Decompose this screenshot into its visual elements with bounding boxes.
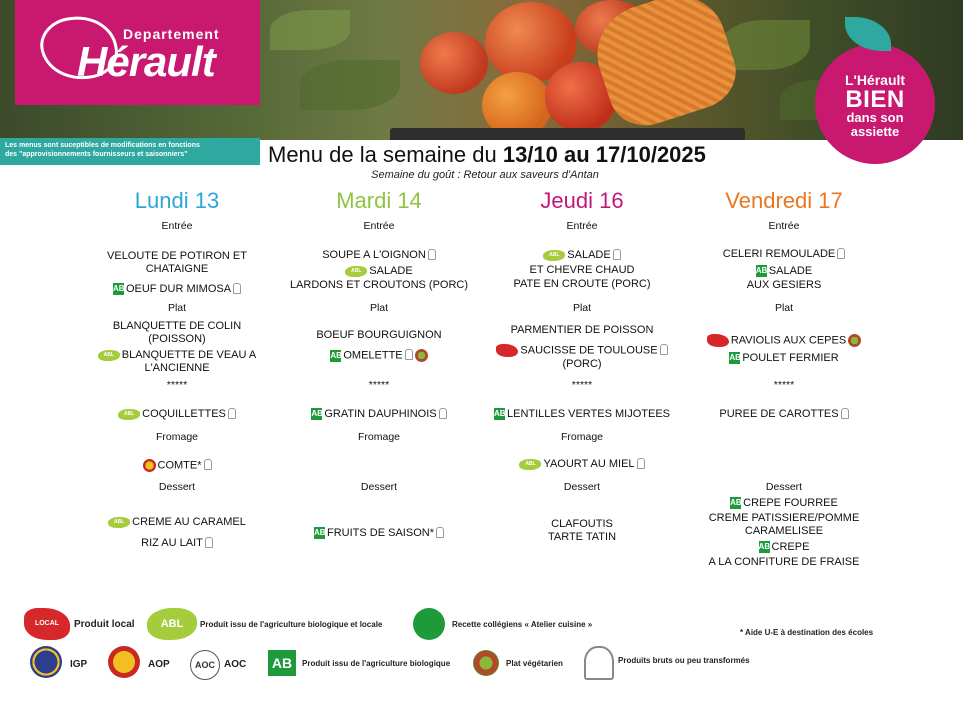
vegetarian-icon	[473, 650, 499, 676]
plat-label: Plat	[167, 302, 187, 314]
menu-item: PUREE DE CAROTTES	[719, 408, 839, 420]
vegetarian-icon	[848, 334, 861, 347]
menu-item: VELOUTE DE POTIRON ET	[107, 250, 247, 262]
menu-item: CHATAIGNE	[145, 263, 209, 275]
menu-item: BOEUF BOURGUIGNON	[316, 329, 442, 341]
menu-item-row	[482, 344, 682, 357]
menu-item: FRUITS DE SAISON*	[327, 527, 434, 539]
ab-bio-icon: AB	[730, 498, 742, 508]
legend-aide-ue: * Aide U-E à destination des écoles	[740, 628, 874, 637]
ab-bio-icon: AB	[755, 266, 768, 276]
menu-item: GRATIN DAUPHINOIS	[324, 408, 437, 420]
dessert-label: Dessert	[765, 481, 803, 493]
fromage-label: Fromage	[560, 431, 603, 443]
abl-icon: ABL	[98, 350, 120, 361]
menu-item-row	[482, 249, 682, 262]
menu-item-row	[482, 458, 682, 471]
menu-item: OMELETTE	[343, 349, 403, 362]
bien-dans-son-assiette-badge	[815, 44, 935, 164]
plat-label: Plat	[572, 302, 592, 314]
badge-line: assiette	[850, 124, 900, 139]
igp-icon	[30, 646, 62, 678]
leaf-shape	[300, 60, 400, 110]
tomato	[420, 32, 488, 94]
menu-item: LARDONS ET CROUTONS (PORC)	[289, 279, 469, 291]
menu-item: ET CHEVRE CHAUD	[529, 264, 635, 276]
local-product-icon	[707, 334, 729, 347]
day-title-vendredi: Vendredi 17	[725, 188, 843, 213]
abl-icon: ABL	[543, 250, 565, 261]
menu-title	[268, 142, 706, 168]
menu-item: L'ANCIENNE	[144, 362, 210, 374]
menu-subtitle: Semaine du goût : Retour aux saveurs d'Antan	[371, 169, 599, 181]
menu-item-row	[684, 248, 884, 261]
dessert-label: Dessert	[360, 481, 398, 493]
entree-label: Entrée	[768, 220, 800, 232]
menu-item: (PORC)	[562, 358, 602, 370]
chef-hat-icon	[405, 349, 413, 360]
notice-line: Les menus sont suceptibles de modifications en fonctions	[5, 142, 200, 149]
day-title-lundi: Lundi 13	[134, 188, 220, 213]
menu-item: SALADE	[567, 249, 611, 261]
badge-line: L'Hérault	[844, 72, 906, 88]
legend-abl: Produit issu de l'agriculture biologique et locale	[200, 620, 383, 629]
menu-item-row	[684, 541, 884, 554]
ab-bio-icon: AB	[112, 284, 125, 294]
local-product-icon: LOCAL	[24, 608, 70, 640]
chef-hat-icon	[428, 249, 436, 260]
badge-line: dans son	[846, 110, 904, 125]
legend-aop: AOP	[148, 659, 170, 670]
aoc-icon: AOC	[190, 650, 220, 680]
chef-hat-icon	[841, 408, 849, 419]
legend-vegetarien: Plat végétarien	[506, 659, 563, 668]
entree-label: Entrée	[363, 220, 395, 232]
legend-local: Produit local	[74, 619, 135, 630]
abl-icon: ABL	[147, 608, 197, 640]
ab-bio-icon: AB	[311, 409, 323, 419]
separator: *****	[368, 379, 390, 391]
ab-bio-icon: AB	[314, 528, 326, 538]
menu-item-row	[684, 352, 884, 365]
menu-item-row	[279, 349, 479, 362]
menu-item: COQUILLETTES	[142, 408, 226, 420]
menu-item: SAUCISSE DE TOULOUSE	[520, 344, 658, 357]
menu-item-row	[482, 408, 682, 421]
menu-item-row	[279, 249, 479, 262]
notice-line: des "approvisionnements fournisseurs et saisonniers"	[5, 151, 188, 158]
menu-item: POULET FERMIER	[742, 352, 839, 364]
menu-item: YAOURT AU MIEL	[543, 458, 635, 470]
chef-hat-icon	[205, 537, 213, 548]
herault-logo	[15, 0, 260, 105]
ab-bio-icon: AB	[268, 650, 296, 676]
badge-line: BIEN	[845, 86, 905, 113]
menu-item-row	[684, 334, 884, 347]
menu-item: PATE EN CROUTE (PORC)	[513, 278, 651, 290]
modification-notice	[0, 138, 260, 165]
entree-label: Entrée	[161, 220, 193, 232]
menu-item-row	[77, 516, 277, 529]
menu-item: AUX GESIERS	[746, 279, 822, 291]
menu-item: CREPE	[771, 541, 810, 553]
ab-bio-icon: AB	[758, 542, 771, 552]
menu-item: TARTE TATIN	[547, 531, 617, 543]
chef-hat-icon	[637, 458, 645, 469]
legend-bio: Produit issu de l'agriculture biologique	[302, 659, 451, 668]
vegetarian-icon	[415, 349, 428, 362]
aop-icon	[108, 646, 140, 678]
separator: *****	[571, 379, 593, 391]
menu-item-row	[684, 497, 884, 510]
plat-label: Plat	[774, 302, 794, 314]
menu-item: RIZ AU LAIT	[141, 537, 203, 549]
day-title-jeudi: Jeudi 16	[540, 188, 624, 213]
menu-item: CREPE FOURREE	[743, 497, 838, 509]
menu-item: A LA CONFITURE DE FRAISE	[708, 556, 860, 568]
plat-label: Plat	[369, 302, 389, 314]
menu-item: CREME PATISSIERE/POMME	[708, 512, 860, 524]
menu-item: BLANQUETTE DE COLIN	[112, 320, 242, 332]
abl-icon: ABL	[108, 517, 130, 528]
legend-igp: IGP	[70, 659, 88, 670]
menu-item: BLANQUETTE DE VEAU A	[121, 349, 257, 361]
menu-item: SALADE	[768, 265, 813, 277]
legend-college: Recette collégiens « Atelier cuisine »	[452, 620, 593, 629]
menu-item: LENTILLES VERTES MIJOTEES	[506, 408, 670, 420]
abl-icon: ABL	[118, 409, 140, 420]
chef-hat-icon	[233, 283, 241, 294]
menu-item-row	[279, 408, 479, 421]
separator: *****	[773, 379, 795, 391]
local-product-icon	[496, 344, 518, 357]
chef-hat-icon	[436, 527, 444, 538]
menu-item-row	[684, 265, 884, 278]
title-dates: 13/10 au 17/10/2025	[502, 142, 706, 167]
abl-icon: ABL	[519, 459, 541, 470]
menu-item: RAVIOLIS AUX CEPES	[730, 334, 847, 347]
menu-item: SOUPE A L'OIGNON	[322, 249, 426, 261]
legend-aoc: AOC	[224, 659, 247, 670]
logo-department-label: Departement	[123, 26, 220, 42]
chef-hat-icon	[660, 344, 668, 355]
ab-bio-icon: AB	[729, 353, 741, 363]
menu-item: CARAMELISEE	[744, 525, 824, 537]
dessert-label: Dessert	[158, 481, 196, 493]
menu-item: (POISSON)	[148, 333, 206, 345]
menu-item-row	[279, 265, 479, 278]
chef-hat-icon	[204, 459, 212, 470]
menu-item-row	[684, 408, 884, 421]
menu-item-row	[77, 537, 277, 550]
entree-label: Entrée	[566, 220, 598, 232]
menu-item: CLAFOUTIS	[551, 518, 613, 530]
menu-item: PARMENTIER DE POISSON	[510, 324, 654, 336]
aop-icon	[143, 459, 156, 472]
chef-hat-icon	[584, 646, 614, 680]
chef-hat-icon	[837, 248, 845, 259]
menu-item-row	[279, 527, 479, 540]
menu-item-row	[77, 408, 277, 421]
ab-bio-icon: AB	[493, 409, 506, 419]
crate	[390, 128, 745, 140]
menu-item-row	[77, 283, 277, 296]
chef-hat-icon	[613, 249, 621, 260]
chef-hat-icon	[228, 408, 236, 419]
menu-item: SALADE	[369, 265, 413, 277]
day-title-mardi: Mardi 14	[336, 188, 422, 213]
chef-hat-icon	[439, 408, 447, 419]
menu-item-row	[77, 459, 277, 472]
menu-item: CELERI REMOULADE	[722, 248, 836, 260]
dessert-label: Dessert	[563, 481, 601, 493]
menu-item: CREME AU CARAMEL	[132, 516, 246, 528]
fromage-label: Fromage	[357, 431, 400, 443]
college-recipe-icon	[413, 608, 445, 640]
logo-department-name: Hérault	[77, 38, 215, 85]
title-prefix: Menu de la semaine du	[268, 142, 503, 167]
abl-icon: ABL	[345, 266, 367, 277]
leaf-shape	[270, 10, 350, 50]
menu-item: OEUF DUR MIMOSA	[125, 283, 232, 295]
menu-item: COMTE*	[157, 459, 202, 472]
ab-bio-icon: AB	[330, 350, 342, 360]
legend-bruts: Produits bruts ou peu transformés	[618, 656, 750, 665]
menu-item-row	[77, 349, 277, 362]
fromage-label: Fromage	[155, 431, 198, 443]
separator: *****	[166, 379, 188, 391]
